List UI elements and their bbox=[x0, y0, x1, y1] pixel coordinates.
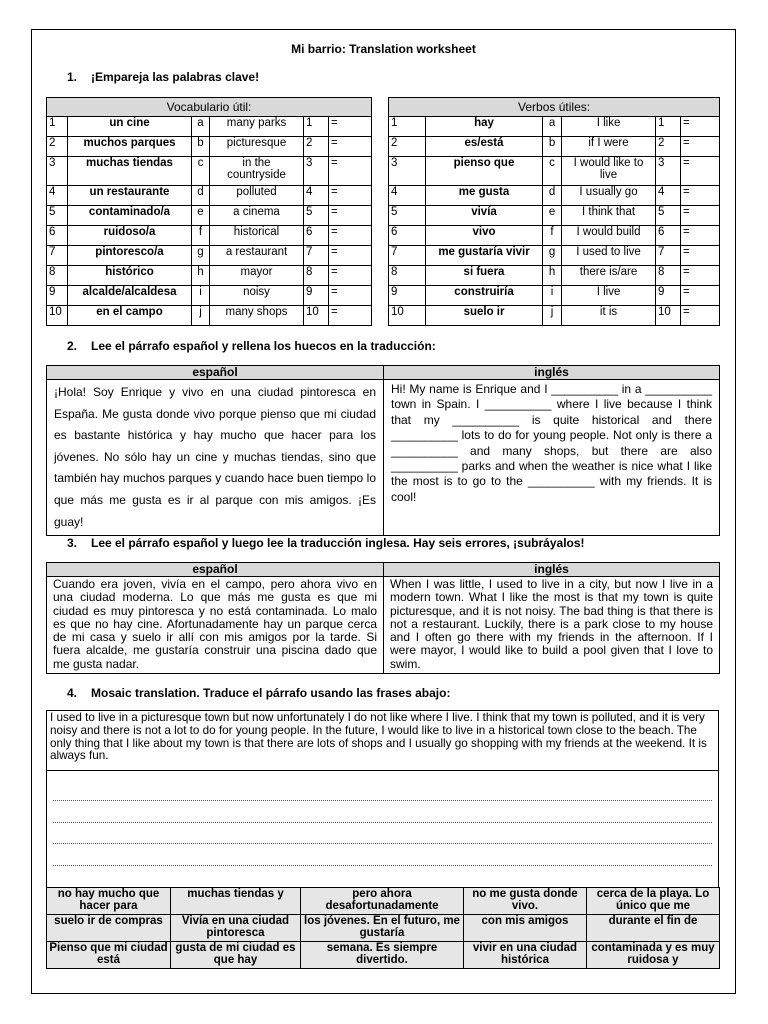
vocab-cell-e: = bbox=[329, 266, 372, 286]
q4-answer-area[interactable] bbox=[47, 771, 718, 892]
verbs-cell-n: 1 bbox=[389, 117, 426, 137]
table-gap bbox=[372, 186, 389, 206]
verbs-cell-n: 3 bbox=[389, 157, 426, 186]
mosaic-phrase: los jóvenes. En el futuro, me gustaría bbox=[301, 915, 464, 942]
question-2-label: Lee el párrafo español y rellena los huecos en la traducción: bbox=[91, 339, 436, 353]
verbs-cell-m: 1 bbox=[656, 117, 681, 137]
table-gap bbox=[372, 137, 389, 157]
vocab-row bbox=[47, 266, 720, 286]
answer-line-3[interactable] bbox=[53, 823, 712, 845]
verbs-cell-l: i bbox=[543, 286, 562, 306]
mosaic-phrase: semana. Es siempre divertido. bbox=[301, 942, 464, 969]
question-2-number: 2. bbox=[67, 339, 78, 353]
verbs-cell-m: 9 bbox=[656, 286, 681, 306]
vocab-cell-l: g bbox=[192, 246, 210, 266]
question-3-number: 3. bbox=[67, 536, 78, 550]
vocab-cell-m: 1 bbox=[304, 117, 329, 137]
vocab-cell-n: 8 bbox=[47, 266, 68, 286]
question-3-label: Lee el párrafo español y luego lee la traducción inglesa. Hay seis errores, ¡subráyalos! bbox=[91, 536, 585, 550]
vocab-cell-m: 9 bbox=[304, 286, 329, 306]
vocab-cell-e: = bbox=[329, 206, 372, 226]
vocab-cell-l: a bbox=[192, 117, 210, 137]
q2-header-spanish: español bbox=[47, 366, 384, 380]
table-gap bbox=[372, 246, 389, 266]
answer-line-2[interactable] bbox=[53, 801, 712, 823]
verbs-cell-l: a bbox=[543, 117, 562, 137]
verbs-cell-l: c bbox=[543, 157, 562, 186]
vocab-cell-w: histórico bbox=[68, 266, 192, 286]
vocab-cell-w: muchas tiendas bbox=[68, 157, 192, 186]
vocab-cell-e: = bbox=[329, 117, 372, 137]
verbs-cell-w: es/está bbox=[426, 137, 543, 157]
question-1 bbox=[31, 70, 259, 84]
vocab-row bbox=[47, 286, 720, 306]
table-gap bbox=[372, 226, 389, 246]
verbs-cell-t: I would like to live bbox=[562, 157, 656, 186]
vocab-cell-l: f bbox=[192, 226, 210, 246]
vocab-cell-t: a cinema bbox=[210, 206, 304, 226]
verbs-cell-e: = bbox=[681, 286, 720, 306]
verbs-cell-t: it is bbox=[562, 306, 656, 326]
mosaic-phrase: Pienso que mi ciudad está bbox=[47, 942, 171, 969]
vocab-cell-t: noisy bbox=[210, 286, 304, 306]
verbs-cell-l: e bbox=[543, 206, 562, 226]
vocab-cell-n: 2 bbox=[47, 137, 68, 157]
q3-spanish-paragraph: Cuando era joven, vivía en el campo, pero ahora vivo en una ciudad moderna. Lo que más me gusta es que mi ciudad es muy pintoresca y no está contaminada. Lo malo es que no hay cine. Afortunadamente hay un parque cerca de mi casa y suelo ir allí con mis amigos por la tarde. Si fuera alcalde, me gustaría construir una piscina dado que me gusta nadar. bbox=[53, 577, 377, 671]
verbs-cell-e: = bbox=[681, 306, 720, 326]
vocab-cell-n: 5 bbox=[47, 206, 68, 226]
vocab-header: Vocabulario útil: bbox=[47, 98, 372, 117]
vocab-cell-n: 6 bbox=[47, 226, 68, 246]
verbs-cell-n: 8 bbox=[389, 266, 426, 286]
verbs-cell-w: me gustaría vivir bbox=[426, 246, 543, 266]
vocab-cell-n: 3 bbox=[47, 157, 68, 186]
vocab-cell-t: polluted bbox=[210, 186, 304, 206]
vocab-cell-m: 3 bbox=[304, 157, 329, 186]
mosaic-phrase: muchas tiendas y bbox=[171, 888, 301, 915]
vocab-cell-n: 1 bbox=[47, 117, 68, 137]
verbs-cell-e: = bbox=[681, 186, 720, 206]
verbs-cell-l: f bbox=[543, 226, 562, 246]
mosaic-row bbox=[47, 915, 720, 942]
vocab-cell-l: d bbox=[192, 186, 210, 206]
vocab-cell-w: pintoresco/a bbox=[68, 246, 192, 266]
vocab-cell-e: = bbox=[329, 246, 372, 266]
verbs-cell-t: I live bbox=[562, 286, 656, 306]
verbs-cell-m: 4 bbox=[656, 186, 681, 206]
table-gap bbox=[372, 206, 389, 226]
question-4-number: 4. bbox=[67, 686, 78, 700]
question-1-number: 1. bbox=[67, 70, 78, 84]
question-4 bbox=[31, 686, 450, 700]
vocab-cell-m: 2 bbox=[304, 137, 329, 157]
mosaic-row bbox=[47, 888, 720, 915]
verbs-cell-n: 5 bbox=[389, 206, 426, 226]
answer-line-4[interactable] bbox=[53, 844, 712, 866]
mosaic-phrase: no hay mucho que hacer para bbox=[47, 888, 171, 915]
question-4-label: Mosaic translation. Traduce el párrafo usando las frases abajo: bbox=[91, 686, 451, 700]
verbs-cell-e: = bbox=[681, 157, 720, 186]
vocab-cell-m: 6 bbox=[304, 226, 329, 246]
q2-english-paragraph: Hi! My name is Enrique and I __________ in a __________ town in Spain. I __________ where I live because I think that my __________ is quite historical and there __________ lots to do for young people. Not only is there a __________ and many shops, but there are also __________ parks and when the weather is nice what I like the most is to go to the __________ with my friends. It is cool! bbox=[391, 382, 712, 504]
q2-table bbox=[46, 365, 720, 536]
table-gap bbox=[372, 266, 389, 286]
vocab-cell-t: mayor bbox=[210, 266, 304, 286]
mosaic-phrase: no me gusta donde vivo. bbox=[464, 888, 587, 915]
question-1-label: ¡Empareja las palabras clave! bbox=[91, 70, 260, 84]
mosaic-phrase: durante el fin de bbox=[587, 915, 720, 942]
vocab-row bbox=[47, 137, 720, 157]
vocab-cell-t: picturesque bbox=[210, 137, 304, 157]
mosaic-phrase: cerca de la playa. Lo único que me bbox=[587, 888, 720, 915]
vocab-cell-l: e bbox=[192, 206, 210, 226]
verbs-cell-m: 2 bbox=[656, 137, 681, 157]
vocab-row bbox=[47, 246, 720, 266]
q3-header-spanish: español bbox=[47, 563, 384, 577]
verbs-cell-w: vivo bbox=[426, 226, 543, 246]
verbs-cell-t: I used to live bbox=[562, 246, 656, 266]
verbs-cell-m: 10 bbox=[656, 306, 681, 326]
vocab-cell-n: 9 bbox=[47, 286, 68, 306]
verbs-cell-m: 8 bbox=[656, 266, 681, 286]
vocab-cell-e: = bbox=[329, 286, 372, 306]
vocab-cell-t: many shops bbox=[210, 306, 304, 326]
vocab-cell-n: 7 bbox=[47, 246, 68, 266]
table-gap bbox=[372, 98, 389, 117]
vocab-cell-m: 4 bbox=[304, 186, 329, 206]
vocab-cell-e: = bbox=[329, 137, 372, 157]
vocab-cell-t: many parks bbox=[210, 117, 304, 137]
verbs-cell-w: hay bbox=[426, 117, 543, 137]
q2-header-english: inglés bbox=[384, 366, 720, 380]
verbs-cell-w: construiría bbox=[426, 286, 543, 306]
vocab-cell-l: h bbox=[192, 266, 210, 286]
vocab-row bbox=[47, 117, 720, 137]
vocab-cell-t: in the countryside bbox=[210, 157, 304, 186]
vocab-row bbox=[47, 306, 720, 326]
vocab-cell-e: = bbox=[329, 306, 372, 326]
question-3 bbox=[31, 536, 585, 550]
vocab-cell-e: = bbox=[329, 157, 372, 186]
q3-english-paragraph: When I was little, I used to live in a city, but now I live in a modern town. What I like the most is that my town is quite picturesque, and it is not noisy. The bad thing is that there is not a restaurant. Luckily, there is a park close to my house and I often go there with my friends in the afternoon. If I were mayor, I would like to build a pool given that I love to swim. bbox=[390, 577, 713, 671]
verbs-cell-n: 2 bbox=[389, 137, 426, 157]
vocab-cell-m: 10 bbox=[304, 306, 329, 326]
verbs-cell-w: me gusta bbox=[426, 186, 543, 206]
vocab-cell-n: 10 bbox=[47, 306, 68, 326]
verbs-cell-n: 10 bbox=[389, 306, 426, 326]
answer-line-5[interactable] bbox=[53, 866, 712, 888]
verbs-cell-m: 3 bbox=[656, 157, 681, 186]
mosaic-phrase: contaminada y es muy ruidosa y bbox=[587, 942, 720, 969]
mosaic-phrase: pero ahora desafortunadamente bbox=[301, 888, 464, 915]
vocab-row bbox=[47, 186, 720, 206]
vocab-verbs-table bbox=[46, 97, 720, 326]
vocab-cell-e: = bbox=[329, 186, 372, 206]
verbs-cell-e: = bbox=[681, 117, 720, 137]
q2-spanish-paragraph: ¡Hola! Soy Enrique y vivo en una ciudad pintoresca en España. Me gusta donde vivo porque pienso que mi ciudad es bastante histórica y hay mucho que hacer para los jóvenes. No sólo hay un cine y muchas tiendas, sino que también hay muchos parques y cuando hace buen tiempo lo que más me gusta es ir al parque con mis amigos. ¡Es guay! bbox=[54, 385, 376, 529]
mosaic-phrase: con mis amigos bbox=[464, 915, 587, 942]
verbs-cell-w: suelo ir bbox=[426, 306, 543, 326]
verbs-cell-m: 7 bbox=[656, 246, 681, 266]
vocab-cell-m: 5 bbox=[304, 206, 329, 226]
verbs-cell-e: = bbox=[681, 226, 720, 246]
q3-header-english: inglés bbox=[384, 563, 720, 577]
verbs-cell-t: I usually go bbox=[562, 186, 656, 206]
vocab-cell-n: 4 bbox=[47, 186, 68, 206]
mosaic-phrase: vivir en una ciudad histórica bbox=[464, 942, 587, 969]
vocab-row bbox=[47, 206, 720, 226]
verbs-cell-l: h bbox=[543, 266, 562, 286]
mosaic-phrases-table bbox=[46, 887, 720, 969]
verbs-cell-e: = bbox=[681, 246, 720, 266]
verbs-cell-l: b bbox=[543, 137, 562, 157]
vocab-cell-l: c bbox=[192, 157, 210, 186]
vocab-cell-m: 8 bbox=[304, 266, 329, 286]
verbs-cell-e: = bbox=[681, 206, 720, 226]
q3-table bbox=[46, 562, 720, 674]
verbs-cell-n: 4 bbox=[389, 186, 426, 206]
vocab-cell-m: 7 bbox=[304, 246, 329, 266]
mosaic-phrase: gusta de mi ciudad es que hay bbox=[171, 942, 301, 969]
mosaic-phrase: suelo ir de compras bbox=[47, 915, 171, 942]
vocab-cell-w: un cine bbox=[68, 117, 192, 137]
verbs-cell-t: I like bbox=[562, 117, 656, 137]
verbs-cell-w: pienso que bbox=[426, 157, 543, 186]
verbs-cell-w: vivía bbox=[426, 206, 543, 226]
table-gap bbox=[372, 157, 389, 186]
verbs-header: Verbos útiles: bbox=[389, 98, 720, 117]
q4-english-paragraph: I used to live in a picturesque town but now unfortunately I do not like where I live. I think that my town is polluted, and it is very noisy and there is not a lot to do for young people. In the future, I would like to live in a historical town close to the beach. The only thing that I like about my town is that there are lots of shops and I usually go shopping with my friends at the weekend. It is always fun. bbox=[47, 711, 718, 771]
verbs-cell-n: 7 bbox=[389, 246, 426, 266]
q4-box bbox=[46, 710, 719, 893]
vocab-cell-w: en el campo bbox=[68, 306, 192, 326]
vocab-cell-l: b bbox=[192, 137, 210, 157]
vocab-cell-w: alcalde/alcaldesa bbox=[68, 286, 192, 306]
table-gap bbox=[372, 117, 389, 137]
vocab-cell-w: un restaurante bbox=[68, 186, 192, 206]
answer-line-1[interactable] bbox=[53, 779, 712, 801]
vocab-cell-w: contaminado/a bbox=[68, 206, 192, 226]
verbs-cell-l: g bbox=[543, 246, 562, 266]
verbs-cell-e: = bbox=[681, 137, 720, 157]
vocab-cell-w: ruidoso/a bbox=[68, 226, 192, 246]
verbs-cell-e: = bbox=[681, 266, 720, 286]
vocab-row bbox=[47, 226, 720, 246]
verbs-cell-t: if I were bbox=[562, 137, 656, 157]
vocab-cell-l: j bbox=[192, 306, 210, 326]
vocab-row bbox=[47, 157, 720, 186]
vocab-cell-e: = bbox=[329, 226, 372, 246]
vocab-cell-l: i bbox=[192, 286, 210, 306]
vocab-cell-w: muchos parques bbox=[68, 137, 192, 157]
table-gap bbox=[372, 286, 389, 306]
verbs-cell-m: 5 bbox=[656, 206, 681, 226]
verbs-cell-m: 6 bbox=[656, 226, 681, 246]
verbs-cell-l: j bbox=[543, 306, 562, 326]
table-gap bbox=[372, 306, 389, 326]
worksheet-title: Mi barrio: Translation worksheet bbox=[291, 42, 476, 56]
mosaic-phrase: Vivía en una ciudad pintoresca bbox=[171, 915, 301, 942]
verbs-cell-n: 9 bbox=[389, 286, 426, 306]
verbs-cell-l: d bbox=[543, 186, 562, 206]
verbs-cell-t: I would build bbox=[562, 226, 656, 246]
question-2 bbox=[31, 339, 436, 353]
verbs-cell-n: 6 bbox=[389, 226, 426, 246]
verbs-cell-t: I think that bbox=[562, 206, 656, 226]
mosaic-row bbox=[47, 942, 720, 969]
vocab-cell-t: historical bbox=[210, 226, 304, 246]
vocab-cell-t: a restaurant bbox=[210, 246, 304, 266]
verbs-cell-w: si fuera bbox=[426, 266, 543, 286]
verbs-cell-t: there is/are bbox=[562, 266, 656, 286]
